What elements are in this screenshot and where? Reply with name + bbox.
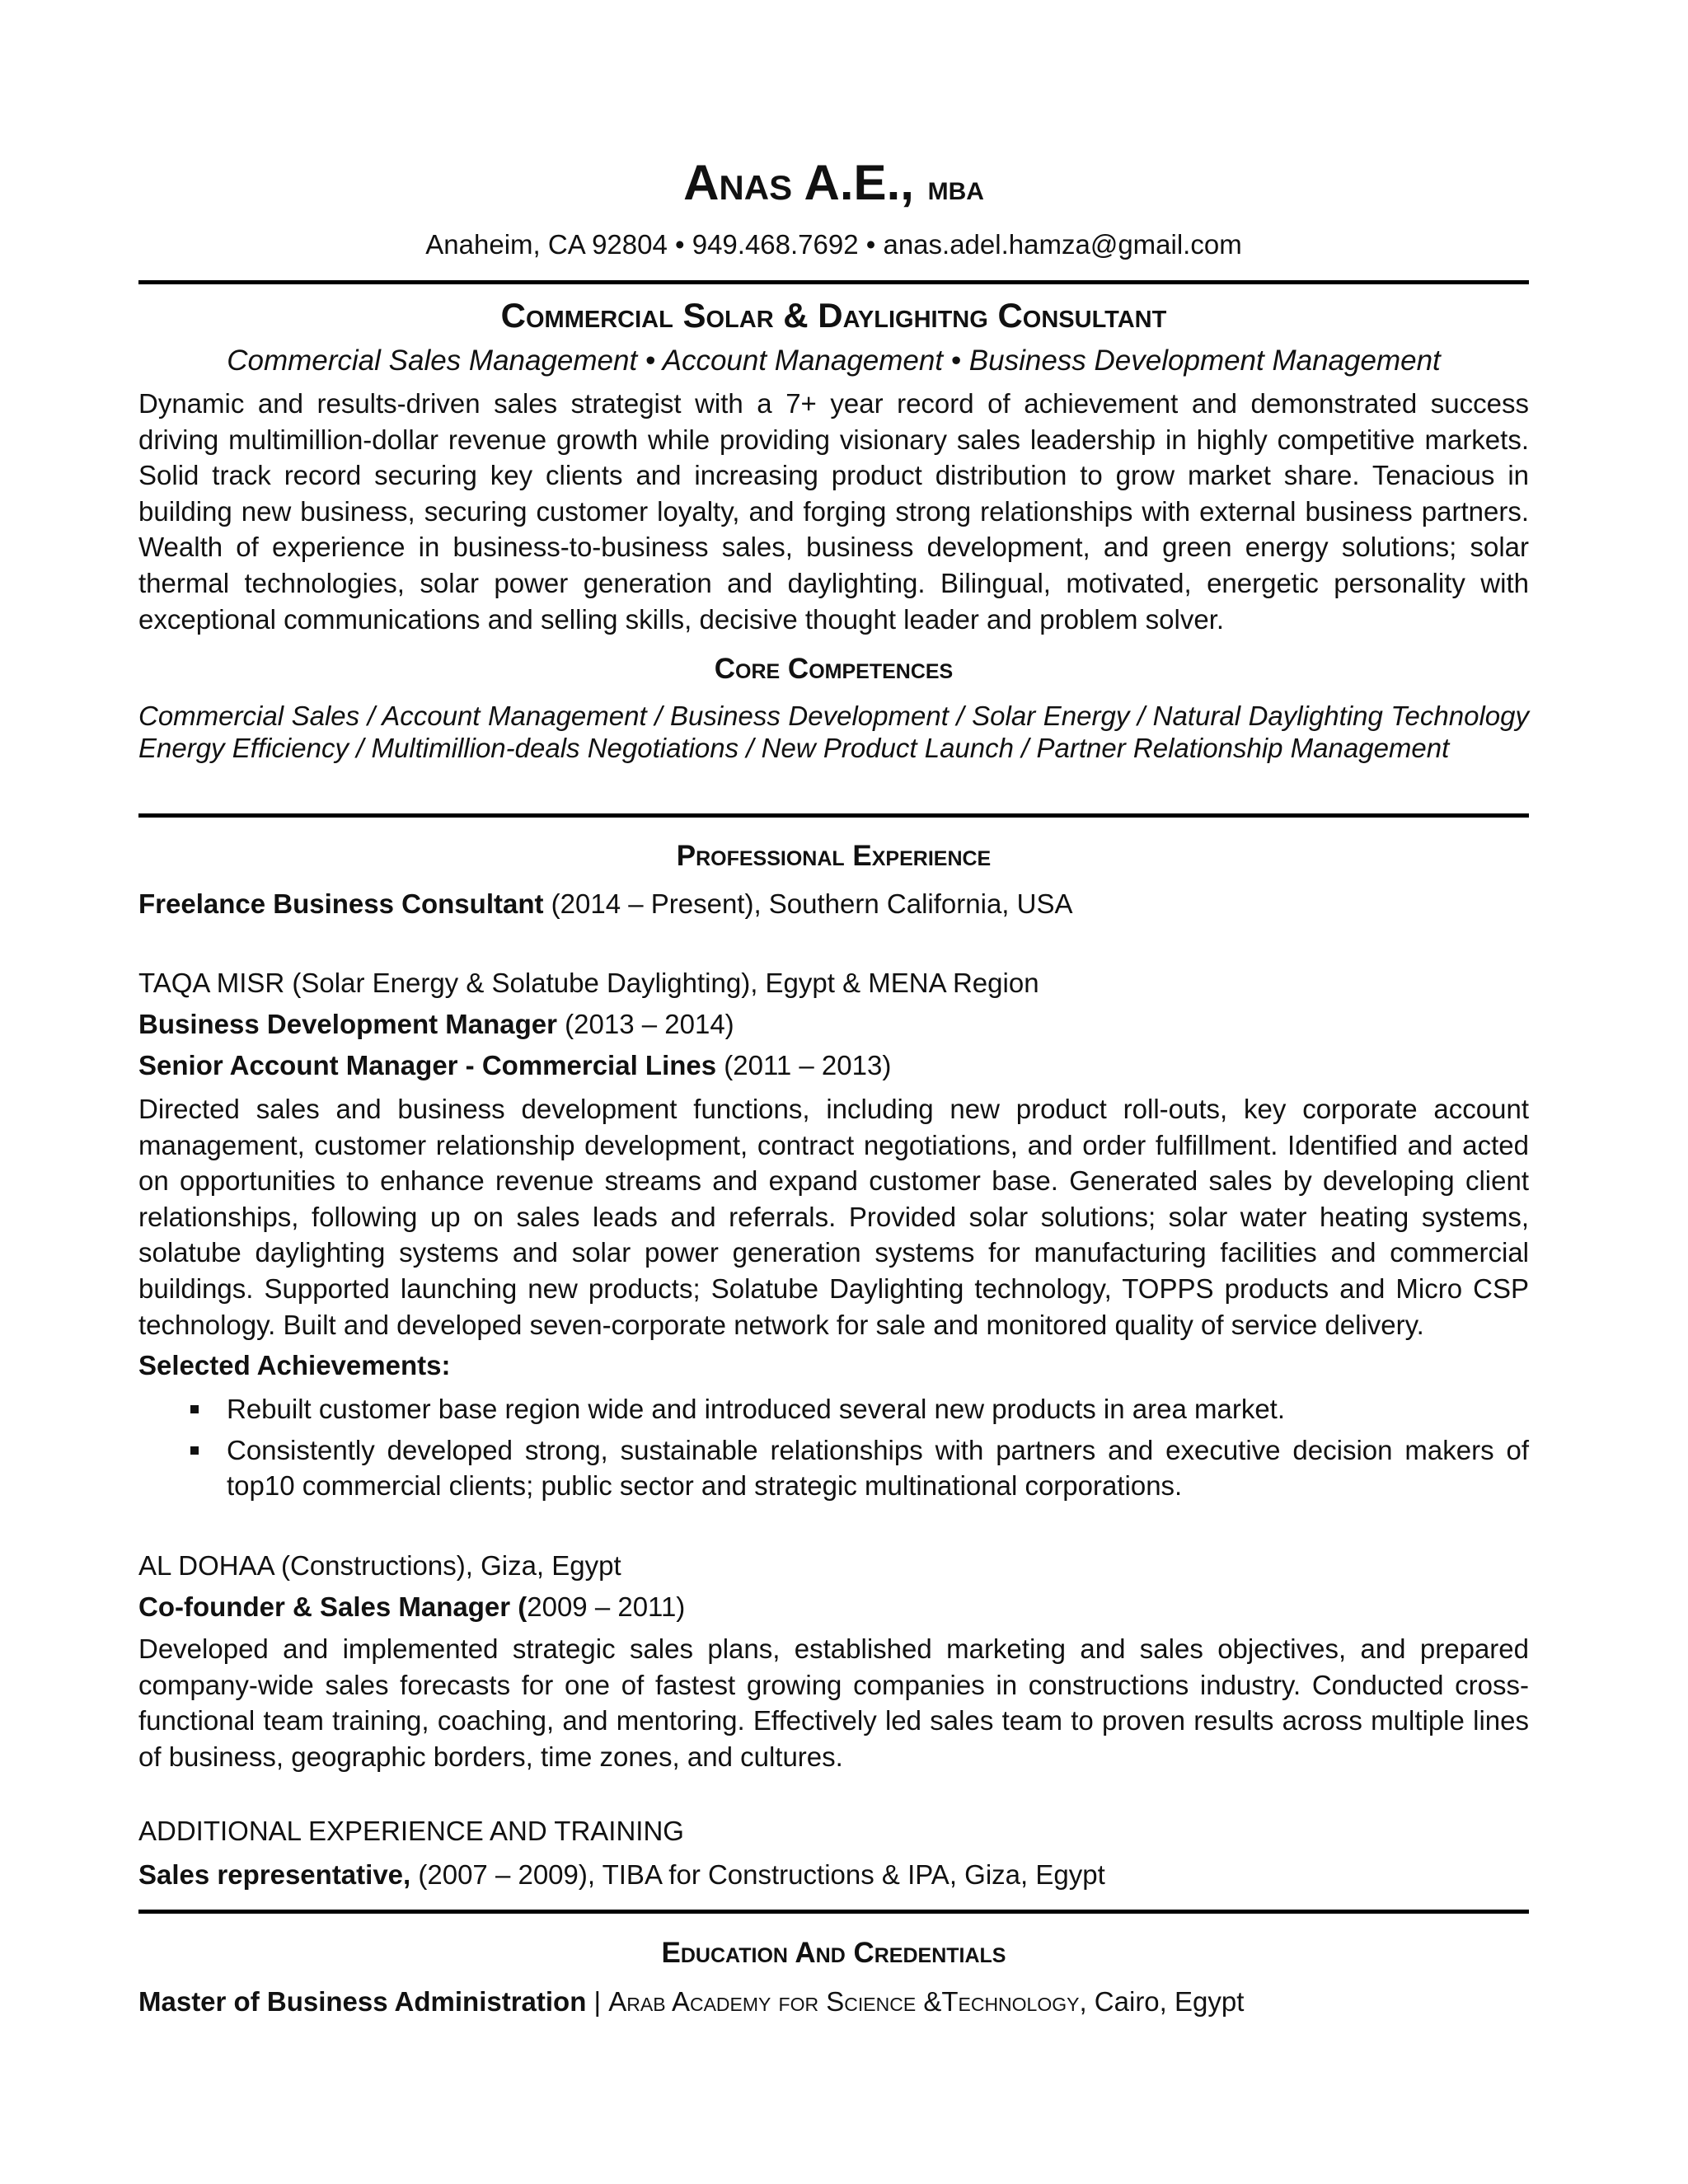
additional-entry [138,1858,1529,1892]
freelance-role: Freelance Business Consultant [138,888,544,919]
competences-heading: Core Competences [714,653,954,685]
achievement-text: Consistently developed strong, sustainable relationships with partners and executive decision makers of top10 commercial clients; public sector and strategic multinational corporations. [227,1434,1529,1502]
name-credential: MBA [927,178,984,205]
candidate-name [138,153,1529,222]
additional-heading: ADDITIONAL EXPERIENCE AND TRAINING [138,1816,684,1846]
role-dates: (2013 – 2014) [557,1009,734,1039]
achievements-label-text: Selected Achievements: [138,1350,451,1380]
square-bullet-icon [190,1405,199,1413]
role-title: Business Development Manager [138,1009,557,1039]
professional-title: Commercial Solar & Daylighitng Consultant [500,296,1167,335]
achievement-text: Rebuilt customer base region wide and introduced several new products in area market. [227,1394,1286,1424]
role-details: (2007 – 2009), TIBA for Constructions & IPA, Giza, Egypt [410,1859,1105,1890]
divider [138,280,1529,284]
role-dates: (2011 – 2013) [716,1050,892,1080]
taqa-company: TAQA MISR (Solar Energy & Solatube Daylighting), Egypt & MENA Region [138,968,1039,998]
summary-paragraph: Dynamic and results-driven sales strategist with a 7+ year record of achievement and demonstrated success driving multimillion-dollar revenue growth while providing visionary sales leadership in highly competitive markets. Solid track record securing key clients and increasing product distribution to grow market share. Tenacious in building new business, securing customer loyalty, and forging strong relationships with external business partners. Wealth of experience in business-to-business sales, business development, and green energy solutions; solar thermal technologies, solar power generation and daylighting. Bilingual, motivated, energetic personality with exceptional communications and selling skills, decisive thought leader and problem solver. [138,388,1529,635]
role-dates: 2009 – 2011) [527,1591,686,1622]
experience-heading: Professional Experience [676,840,992,872]
aldohaa-description: Developed and implemented strategic sales plans, established marketing and sales objectives, and prepared company-wide sales forecasts for one of fastest growing companies in constructions industry. Conducted cross-functional team training, coaching, and mentoring. Effectively led sales team to proven results across multiple lines of business, geographic borders, time zones, and cultures. [138,1633,1529,1772]
education-heading: Education And Credentials [661,1937,1006,1969]
separator: | [586,1986,609,2017]
role-title: Senior Account Manager - Commercial Lines [138,1050,717,1080]
focus-areas: Commercial Sales Management • Account Management • Business Development Management [227,344,1441,377]
aldohaa-role [138,1590,1529,1624]
divider [138,813,1529,818]
list-item [138,1391,1529,1427]
taqa-role-bdm [138,1007,1529,1042]
freelance-details: (2014 – Present), Southern California, USA [543,888,1073,919]
degree-title: Master of Business Administration [138,1986,587,2017]
list-item [138,1432,1529,1504]
role-title: Sales representative, [138,1859,411,1890]
freelance-entry [138,887,1529,921]
education-entry [138,1985,1529,2019]
achievements-list [138,1391,1529,1509]
taqa-description: Directed sales and business development functions, including new product roll-outs, key corporate account management, customer relationship development, contract negotiations, and order fulfillment. Identified and acted on opportunities to enhance revenue streams and expand customer base. Generated sales by developing client relationships, following up on sales leads and referrals. Provided solar solutions; solar water heating systems, solatube daylighting systems and solar power generation systems for manufacturing facilities and commercial buildings. Supported launching new products; Solatube Daylighting technology, TOPPS products and Micro CSP technology. Built and developed seven-corporate network for sale and monitored quality of service delivery. [138,1094,1529,1340]
taqa-role-sam [138,1048,1529,1083]
school-location: , Cairo, Egypt [1079,1986,1245,2017]
role-title: Co-founder & Sales Manager ( [138,1591,528,1622]
contact-info: Anaheim, CA 92804 • 949.468.7692 • anas.adel.hamza@gmail.com [425,229,1242,260]
square-bullet-icon [190,1446,199,1455]
aldohaa-company: AL DOHAA (Constructions), Giza, Egypt [138,1550,621,1581]
achievements-label [138,1348,1529,1383]
competences-list: Commercial Sales / Account Management / Business Development / Solar Energy / Natural Daylighting Technology Energy Efficiency / Multimillion-deals Negotiations / New Product Launch / Partner Relationship Management [138,701,1529,763]
divider [138,1910,1529,1914]
school-name: Arab Academy for Science &Technology [608,1986,1080,2017]
name-text: Anas A.E., [683,155,914,210]
